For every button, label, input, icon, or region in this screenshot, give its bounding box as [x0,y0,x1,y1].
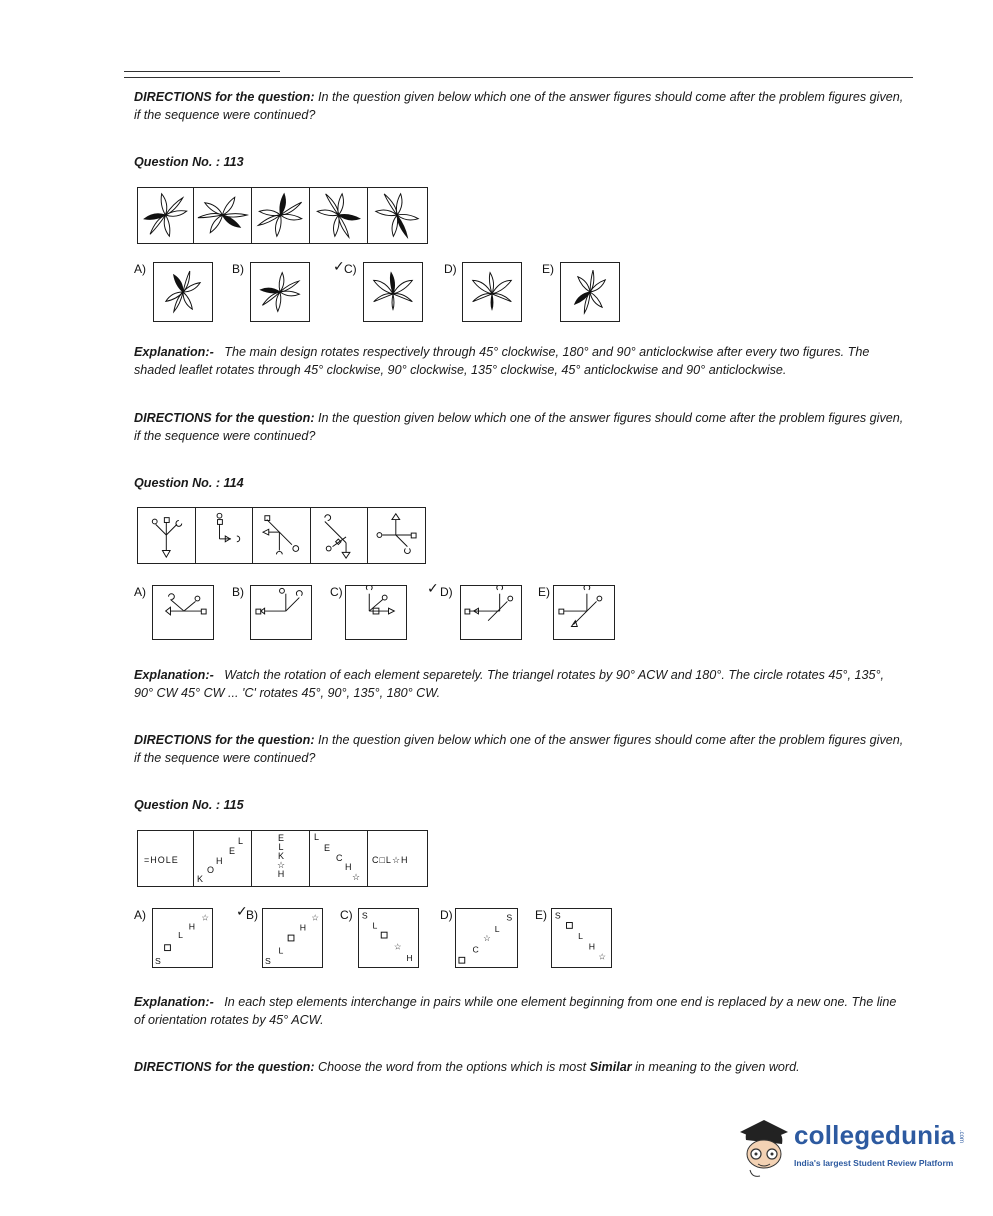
q114-problem-figures [137,507,426,564]
q115-option-c-label: C) [340,908,353,922]
q115-fig2-l: L [238,836,244,846]
q113-option-a[interactable] [153,262,213,322]
q114-problem-fig-1 [138,508,196,563]
q113-option-c-label: C) [344,262,357,276]
q114-problem-fig-3 [253,508,311,563]
q113-option-d-label: D) [444,262,457,276]
q114-option-d[interactable] [460,585,522,640]
explanation-113-text: The main design rotates respectively through 45° clockwise, 180° and 90° anticlockwise after every two figures. The shaded leaflet rotates through 45° clockwise, 90° clockwise, 135° clockwise, 45° anticlockwise and 90° anticlockwise. [134,345,870,377]
q113-option-c[interactable] [363,262,423,322]
directions-text: In the question given below which one of the answer figures should come after the problem figures given, if the sequence were continued? [134,411,904,443]
q115-fig4-e: E [324,843,331,853]
q115-option-e-label: E) [535,908,547,922]
q113-correct-tick: ✓ [333,258,345,274]
svg-text:S: S [361,910,368,921]
directions-113 [134,88,904,124]
q115-option-b-label: B) [246,908,258,922]
q114-option-a[interactable] [152,585,214,640]
q115-problem-fig-4 [310,831,368,886]
q113-problem-fig-4 [310,188,368,243]
q115-option-b[interactable] [262,908,323,968]
explanation-113 [134,343,904,379]
q115-fig5-text: C□L☆H [372,855,409,865]
q115-option-a-label: A) [134,908,146,922]
q114-problem-fig-5 [368,508,425,563]
q114-option-b-label: B) [232,585,244,599]
svg-text:C: C [472,944,479,955]
explanation-label: Explanation:- [134,668,214,682]
svg-text:S: S [264,956,271,967]
svg-text:S: S [554,910,561,921]
q114-option-e-label: E) [538,585,550,599]
q115-fig4-h: H [345,862,352,872]
directions-label: DIRECTIONS for the question: [134,733,315,747]
svg-text:H: H [406,953,413,964]
q114-option-d-label: D) [440,585,453,599]
q115-fig4-c: C [336,853,343,863]
q115-option-a[interactable] [152,908,213,968]
q114-option-e[interactable] [553,585,615,640]
q113-problem-fig-3 [252,188,310,243]
q113-option-e[interactable] [560,262,620,322]
q115-fig1-text: =HOLE [144,855,179,865]
directions-text: In the question given below which one of the answer figures should come after the problem figures given, if the sequence were continued? [134,90,904,122]
q115-problem-figures [137,830,428,887]
q114-option-a-label: A) [134,585,146,599]
mascot-icon [734,1110,794,1190]
explanation-label: Explanation:- [134,995,214,1009]
q115-correct-tick: ✓ [236,903,248,919]
svg-text:H: H [188,921,196,932]
svg-text:☆: ☆ [201,912,210,923]
q115-problem-fig-1 [138,831,194,886]
directions-similar [134,1058,904,1076]
q113-problem-figures [137,187,428,244]
q113-problem-fig-1 [138,188,194,243]
svg-text:L: L [578,930,583,941]
q115-option-d[interactable] [455,908,518,968]
directions-label: DIRECTIONS for the question: [134,1060,315,1074]
q115-option-d-label: D) [440,908,453,922]
directions-114 [134,409,904,445]
question-113-title: Question No. : 113 [134,155,244,169]
svg-text:☆: ☆ [598,951,607,962]
header-rule-short [124,71,280,72]
svg-text:L: L [372,920,378,931]
q115-option-e[interactable] [551,908,612,968]
q115-fig2-k: K [197,874,204,884]
explanation-114-text: Watch the rotation of each element separetely. The triangel rotates by 90° ACW and 180°. The circle rotates 45°, 135°, 90° CW 45° CW ... 'C' rotates 45°, 90°, 135°, 180° CW. [134,668,885,700]
q115-fig4-l: L [314,832,320,842]
q113-problem-fig-2 [194,188,252,243]
brand-tagline: India's largest Student Review Platform [794,1158,954,1168]
svg-text:L: L [278,945,284,956]
question-115-title: Question No. : 115 [134,798,244,812]
q113-option-b-label: B) [232,262,244,276]
svg-text:☆: ☆ [483,932,491,943]
q113-problem-fig-5 [368,188,427,243]
q115-problem-fig-2 [194,831,252,886]
q114-problem-fig-2 [196,508,254,563]
explanation-115 [134,993,904,1029]
q115-option-c[interactable] [358,908,419,968]
svg-text:☆: ☆ [311,912,320,923]
svg-text:S: S [506,912,513,923]
directions-label: DIRECTIONS for the question: [134,411,315,425]
q115-problem-fig-3 [252,831,310,886]
explanation-114 [134,666,904,702]
q115-fig2-h: H [216,856,223,866]
q115-fig2-o: O [207,865,215,875]
svg-text:L: L [178,930,183,940]
q114-correct-tick: ✓ [427,580,439,596]
directions-similar-post: in meaning to the given word. [635,1060,800,1074]
q114-option-c-label: C) [330,585,343,599]
svg-text:☆: ☆ [393,941,402,952]
q115-problem-fig-5 [368,831,427,886]
directions-similar-bold: Similar [589,1060,632,1074]
q114-option-c[interactable] [345,585,407,640]
directions-text: In the question given below which one of the answer figures should come after the problem figures given, if the sequence were continued? [134,733,904,765]
brand-suffix: .com [958,1130,964,1144]
q114-option-b[interactable] [250,585,312,640]
svg-text:L: L [494,924,500,935]
directions-label: DIRECTIONS for the question: [134,90,315,104]
explanation-label: Explanation:- [134,345,214,359]
svg-text:S: S [154,956,161,967]
q114-problem-fig-4 [311,508,369,563]
brand-name: collegedunia [794,1120,956,1150]
q113-option-d[interactable] [462,262,522,322]
header-rule-long [124,77,913,78]
explanation-115-text: In each step elements interchange in pairs while one element beginning from one end is replaced by a new one. The line of orientation rotates by 45° ACW. [134,995,897,1027]
q113-option-a-label: A) [134,262,146,276]
q115-fig3-text: E L K ☆ H [277,833,286,879]
q113-option-e-label: E) [542,262,554,276]
question-114-title: Question No. : 114 [134,476,244,490]
directions-similar-pre: Choose the word from the options which is most [318,1060,587,1074]
q115-fig4-star: ☆ [352,872,361,882]
directions-115 [134,731,904,767]
svg-text:H: H [299,922,307,933]
svg-text:H: H [588,941,596,952]
q115-fig2-e: E [229,846,236,856]
q113-option-b[interactable] [250,262,310,322]
